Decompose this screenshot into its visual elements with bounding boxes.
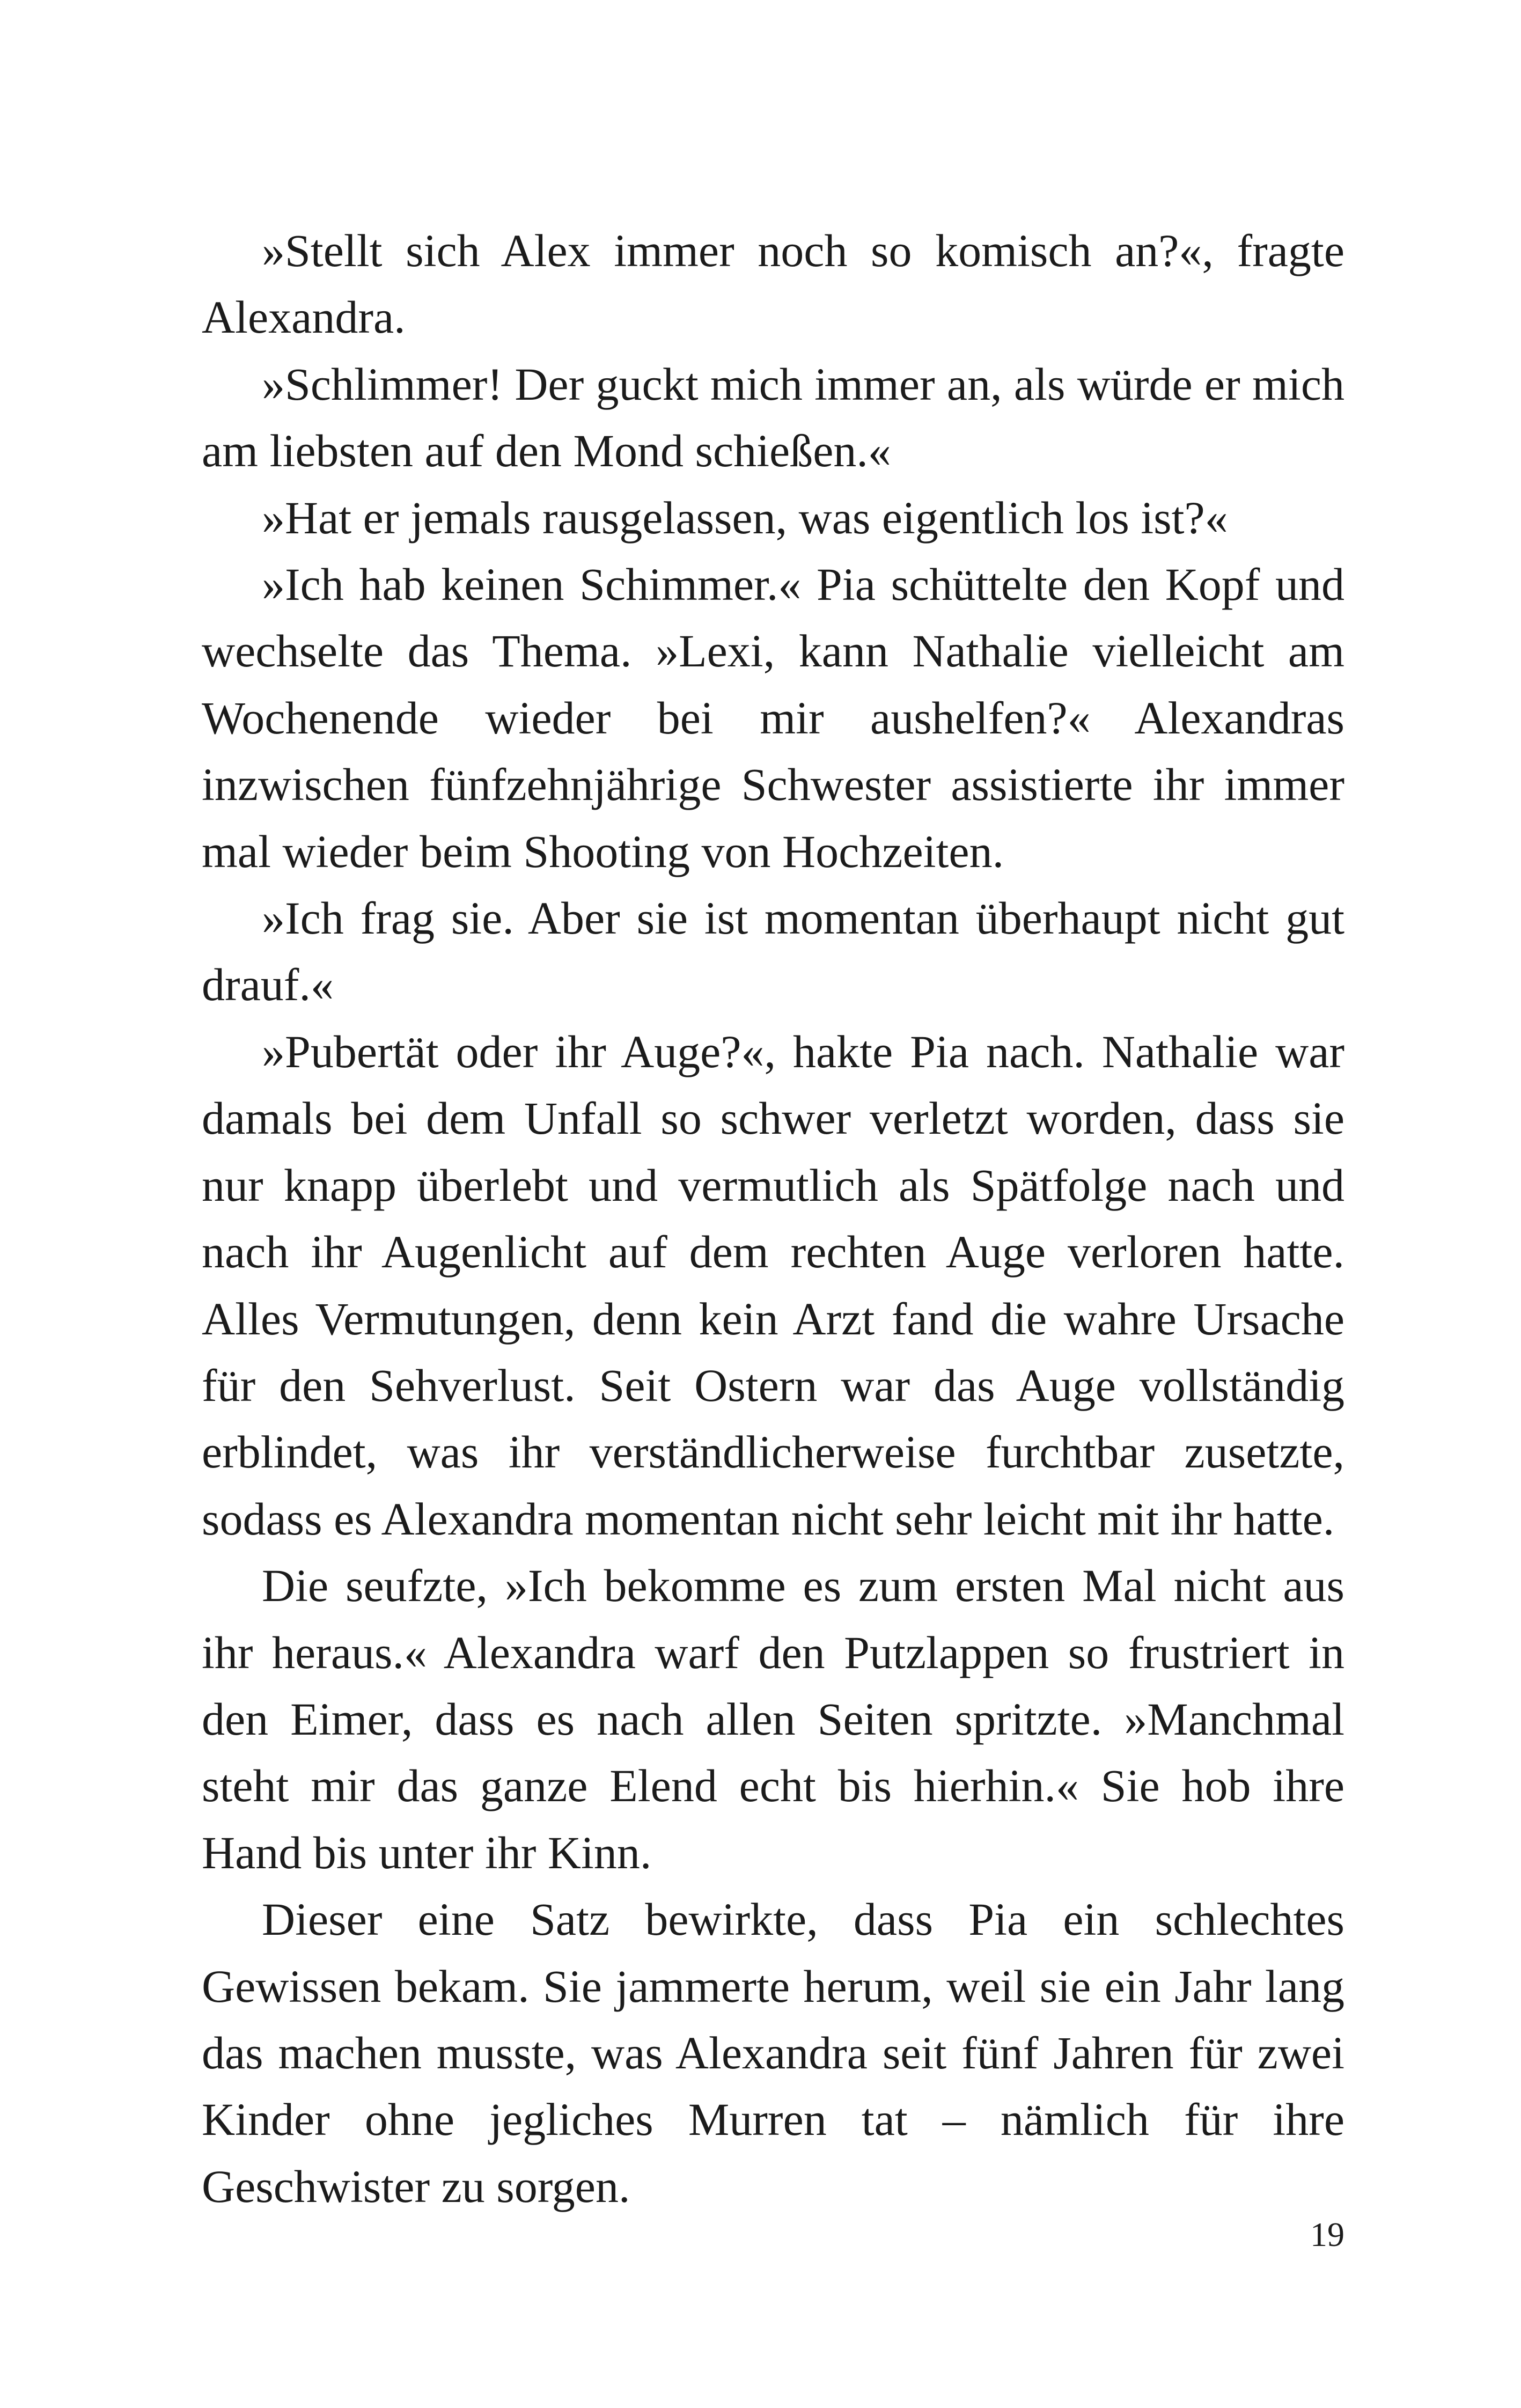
page-number: 19 [1310,2215,1344,2253]
body-text [202,217,1344,2220]
paragraph: »Schlimmer! Der guckt mich immer an, als würde er mich am liebsten auf den Mond schießen.« [202,358,1344,477]
paragraph: »Ich frag sie. Aber sie ist momentan überhaupt nicht gut drauf.« [202,892,1344,1011]
paragraph: Die seufzte, »Ich bekomme es zum ersten Mal nicht aus ihr heraus.« Alexandra warf den Putzlappen so frustriert in den Eimer, dass es nach allen Seiten spritzte. »Manchmal steht mir das ganze Elend echt bis hierhin.« Sie hob ihre Hand bis unter ihr Kinn. [202,1560,1344,1878]
paragraph: »Hat er jemals rausgelassen, was eigentlich los ist?« [262,491,1228,544]
paragraph: »Stellt sich Alex immer noch so komisch an?«, fragte Alexandra. [202,225,1344,343]
paragraph: »Ich hab keinen Schimmer.« Pia schüttelte den Kopf und wechselte das Thema. »Lexi, kann Nathalie vielleicht am Wochenende wieder bei mir aushelfen?« Alexandras inzwischen fünfzehnjährige Schwester assistierte ihr immer mal wieder beim Shooting von Hochzeiten. [202,559,1344,877]
paragraph: »Pubertät oder ihr Auge?«, hakte Pia nach. Nathalie war damals bei dem Unfall so schwer verletzt worden, dass sie nur knapp überlebt und vermutlich als Spätfolge nach und nach ihr Augenlicht auf dem rechten Auge verloren hatte. Alles Vermutungen, denn kein Arzt fand die wahre Ursache für den Sehverlust. Seit Ostern war das Auge vollständig erblindet, was ihr verständlicherweise furchtbar zusetzte, sodass es Alexandra momentan nicht sehr leicht mit ihr hatte. [202,1025,1344,1545]
paragraph: Dieser eine Satz bewirkte, dass Pia ein schlechtes Gewissen bekam. Sie jammerte herum, weil sie ein Jahr lang das machen musste, was Alexandra seit fünf Jahren für zwei Kinder ohne jegliches Murren tat – nämlich für ihre Geschwister zu sorgen. [202,1893,1344,2212]
